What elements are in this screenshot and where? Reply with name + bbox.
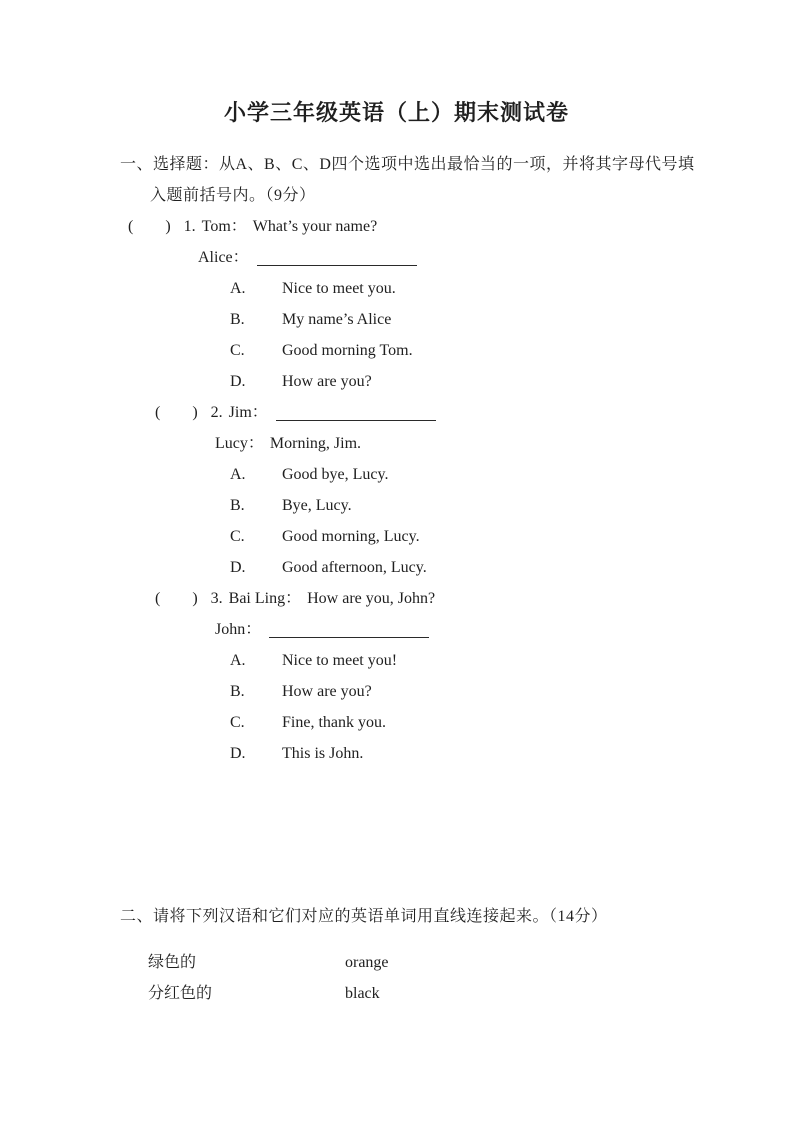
question-number: 3. [210,590,223,607]
option-text: Good afternoon, Lucy. [282,559,427,576]
option-text: Fine, thank you. [282,714,386,731]
option-b [0,676,793,707]
option-a [0,645,793,676]
answer-bracket[interactable]: ( ) [155,590,198,607]
question-prompt-line [0,397,793,428]
option-letter: C. [230,714,245,731]
option-letter: D. [230,745,246,762]
option-text: Good bye, Lucy. [282,466,389,483]
option-text: Nice to meet you. [282,280,396,297]
question-reply-line [0,614,793,645]
match-row [0,947,793,978]
match-row [0,978,793,1009]
answer-blank[interactable] [269,619,429,638]
option-d [0,552,793,583]
match-english[interactable]: black [345,985,380,1002]
match-chinese[interactable]: 分红色的 [148,985,213,1002]
option-text: Nice to meet you! [282,652,398,669]
option-text: Good morning Tom. [282,342,413,359]
question-number: 1. [183,218,196,235]
option-text: How are you? [282,683,372,700]
answer-blank[interactable] [276,402,436,421]
option-c [0,707,793,738]
question-prompt-line [0,211,793,242]
match-chinese[interactable]: 绿色的 [148,954,197,971]
option-c [0,335,793,366]
option-c [0,521,793,552]
option-letter: B. [230,683,245,700]
speaker-label: John： [215,621,262,638]
option-text: My name’s Alice [282,311,392,328]
speaker-label: Alice： [198,249,249,266]
answer-bracket[interactable]: ( ) [155,404,198,421]
option-d [0,366,793,397]
question-prompt-line [0,583,793,614]
option-letter: D. [230,559,246,576]
option-b [0,304,793,335]
speaker-label: Tom： [201,218,247,235]
dialogue-text: How are you, John? [307,590,436,607]
section1-heading-line2: 入题前括号内。（9分） [150,187,316,204]
option-letter: B. [230,311,245,328]
answer-blank[interactable] [257,247,417,266]
speaker-label: Lucy： [215,435,264,452]
option-letter: D. [230,373,246,390]
option-letter: A. [230,466,246,483]
dialogue-text: What’s your name? [252,218,378,235]
option-letter: B. [230,497,245,514]
page-title: 小学三年级英语（上）期末测试卷 [223,100,569,125]
section2-heading: 二、请将下列汉语和它们对应的英语单词用直线连接起来。（14分） [120,908,608,925]
option-letter: C. [230,528,245,545]
option-letter: C. [230,342,245,359]
option-d [0,738,793,769]
question-1 [0,211,793,397]
option-text: Bye, Lucy. [282,497,352,514]
question-reply-line [0,428,793,459]
option-text: Good morning, Lucy. [282,528,420,545]
option-b [0,490,793,521]
match-english[interactable]: orange [345,954,389,971]
dialogue-text: Morning, Jim. [269,435,362,452]
question-3 [0,583,793,769]
option-letter: A. [230,280,246,297]
option-a [0,273,793,304]
option-a [0,459,793,490]
section1-heading-line1: 一、选择题：从A、B、C、D四个选项中选出最恰当的一项，并将其字母代号填 [120,156,695,173]
option-text: How are you? [282,373,372,390]
question-2 [0,397,793,583]
speaker-label: Jim： [228,404,268,421]
speaker-label: Bai Ling： [228,590,302,607]
question-number: 2. [210,404,223,421]
answer-bracket[interactable]: ( ) [128,218,171,235]
question-reply-line [0,242,793,273]
option-text: This is John. [282,745,364,762]
option-letter: A. [230,652,246,669]
